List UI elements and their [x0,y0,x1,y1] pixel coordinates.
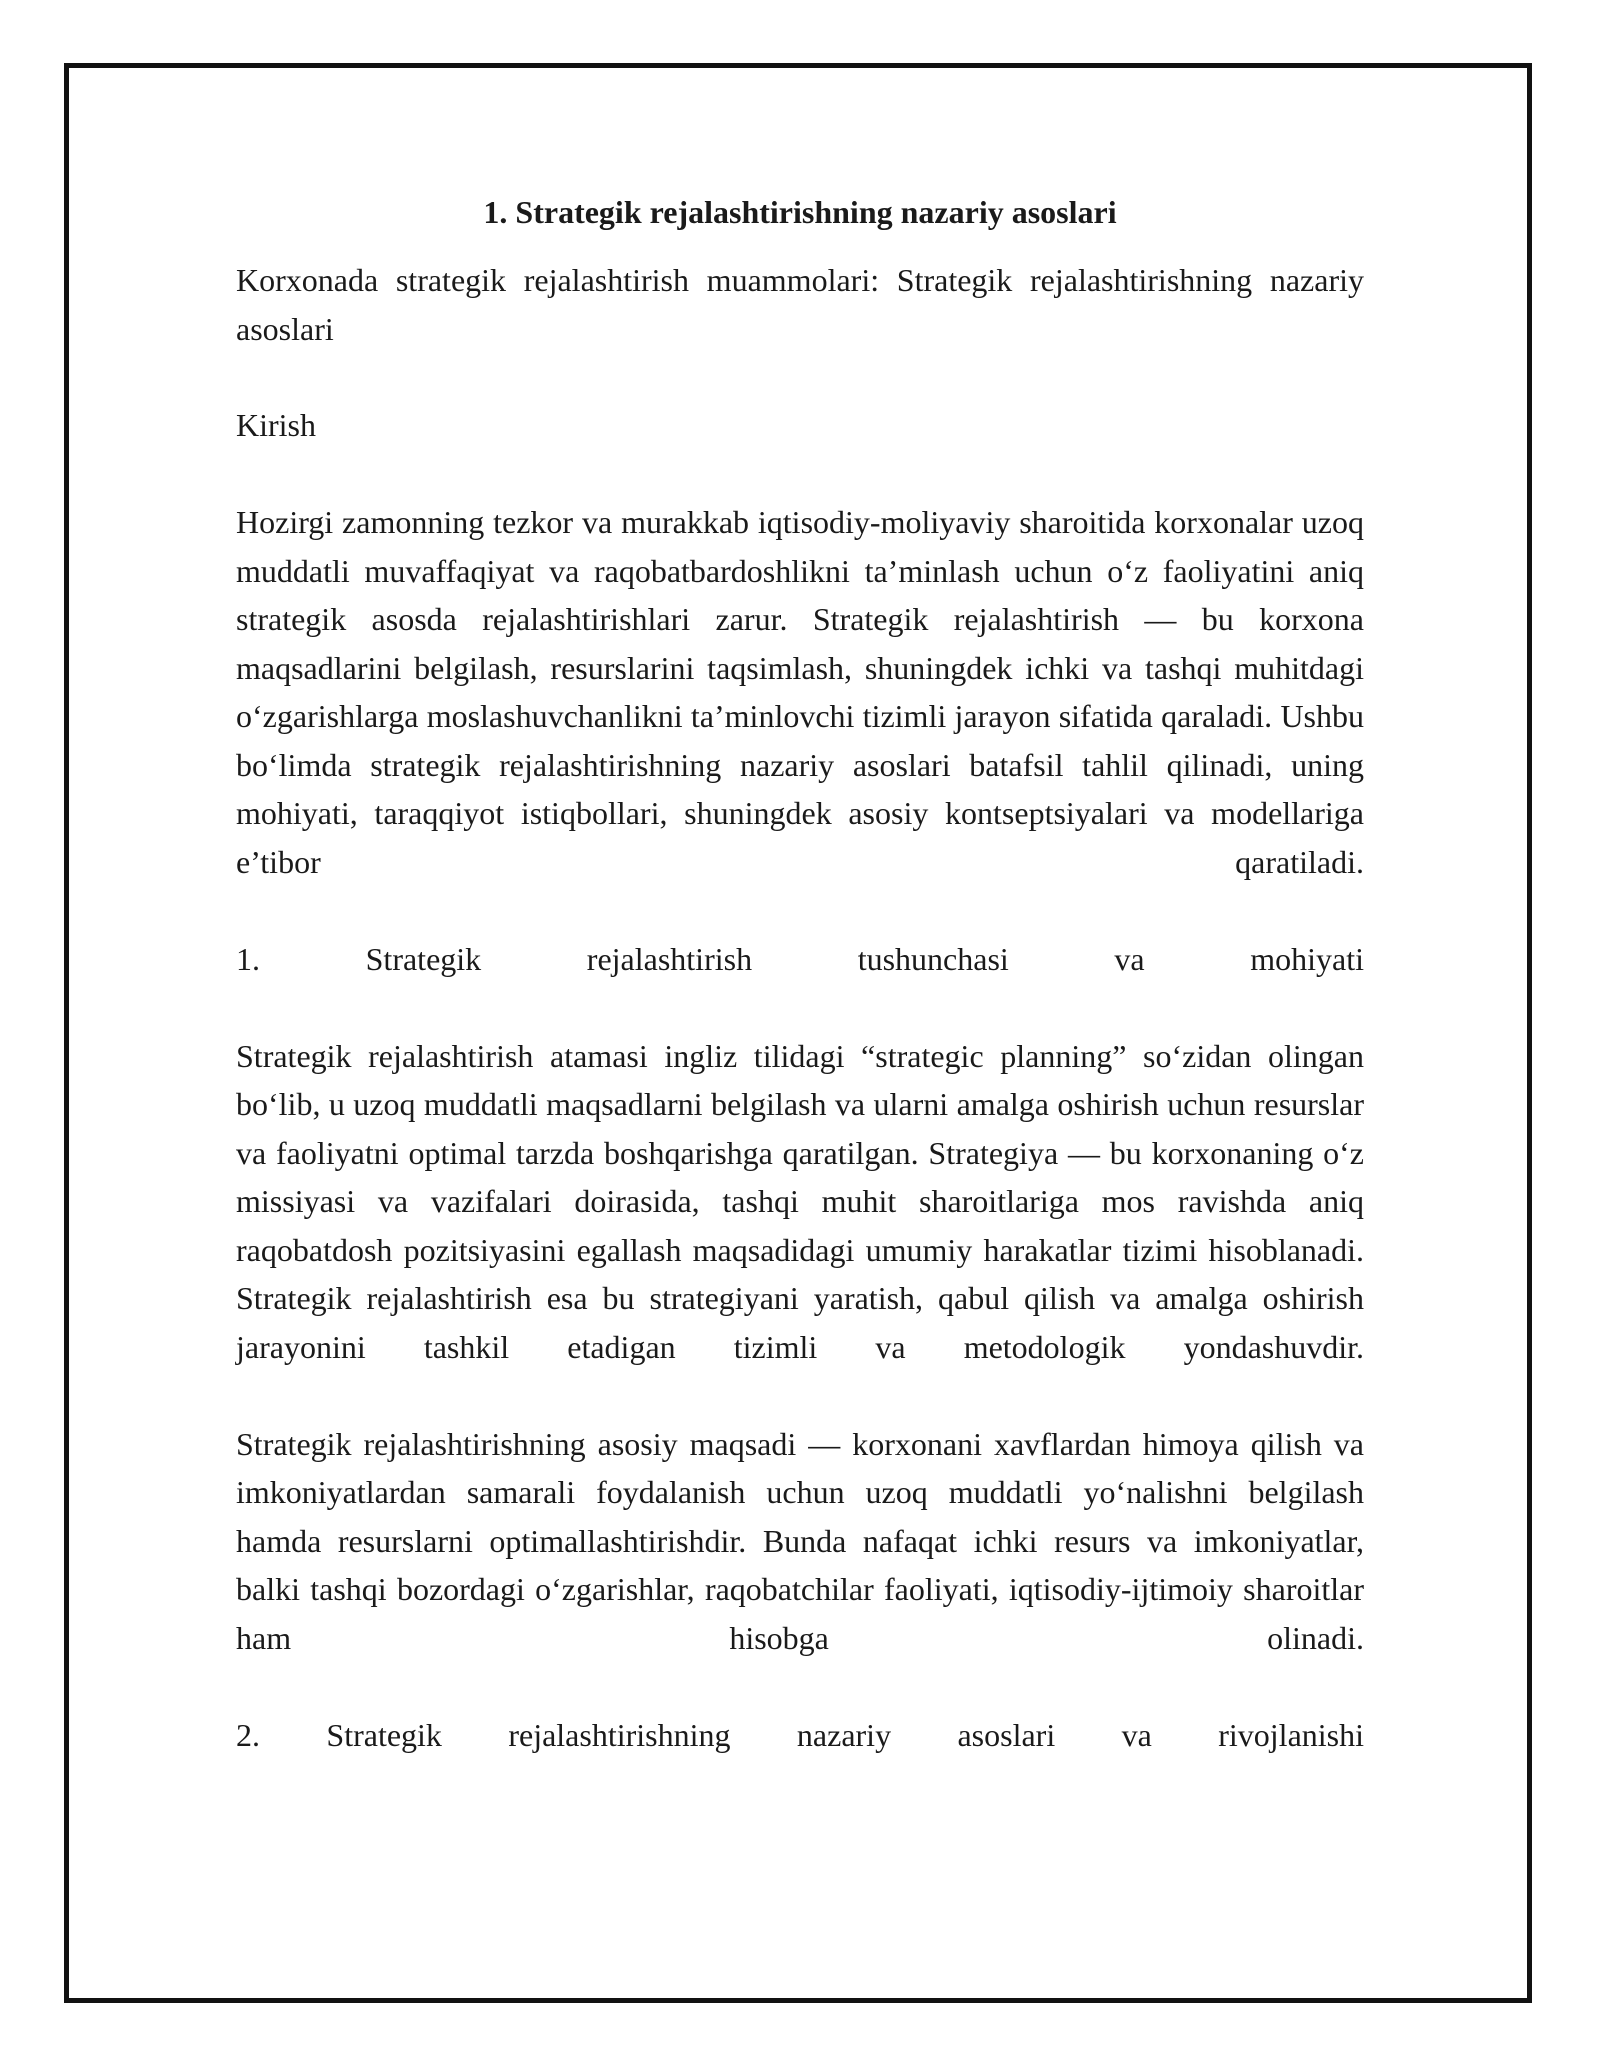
intro-subtitle-paragraph: Korxonada strategik rejalashtirish muammolari: Strategik rejalashtirishning nazariy asoslari [236,262,1364,347]
document-body [236,188,1364,1808]
document-title: 1. Strategik rejalashtirishning nazariy asoslari [483,194,1117,230]
body-paragraph-main-goal: Strategik rejalashtirishning asosiy maqsadi — korxonani xavflardan himoya qilish va imkoniyatlardan samarali foydalanish uchun uzoq muddatli yo‘nalishni belgilash hamda resurslarni optimallashtirishdir. Bunda nafaqat ichki resurs va imkoniyatlar, balki tashqi bozordagi o‘zgarishlar, raqobatchilar faoliyati, iqtisodiy-ijtimoiy sharoitlar ham hisobga olinadi. [236,1425,1364,1656]
body-paragraph-introduction: Hozirgi zamonning tezkor va murakkab iqtisodiy-moliyaviy sharoitida korxonalar uzoq muddatli muvaffaqiyat va raqobatbardoshlikni ta’minlash uchun o‘z faoliyatini aniq strategik asosda rejalashtirishlari zarur. Strategik rejalashtirish — bu korxona maqsadlarini belgilash, resurslarini taqsimlash, shuningdek ichki va tashqi muhitdagi o‘zgarishlarga moslashuvchanlikni ta’minlovchi tizimli jarayon sifatida qaraladi. Ushbu bo‘limda strategik rejalashtirishning nazariy asoslari batafsil tahlil qilinadi, uning mohiyati, taraqqiyot istiqbollari, shuningdek asosiy kontseptsiyalari va modellariga e’tibor qaratiladi. [236,504,1364,880]
body-paragraph-concept: Strategik rejalashtirish atamasi ingliz tilidagi “strategic planning” so‘zidan olingan bo‘lib, u uzoq muddatli maqsadlarni belgilash va ularni amalga oshirish uchun resurslar va faoliyatni optimal tarzda boshqarishga qaratilgan. Strategiya — bu korxonaning o‘z missiyasi va vazifalari doirasida, tashqi muhit sharoitlariga mos ravishda aniq raqobatdosh pozitsiyasini egallash maqsadidagi umumiy harakatlar tizimi hisoblanadi. Strategik rejalashtirish esa bu strategiyani yaratish, qabul qilish va amalga oshirish jarayonini tashkil etadigan tizimli va metodologik yondashuvdir. [236,1037,1364,1365]
section-heading-kirish: Kirish [236,407,316,443]
section-heading-2: 2. Strategik rejalashtirishning nazariy asoslari va rivojlanishi [236,1716,1364,1753]
section-heading-1: 1. Strategik rejalashtirish tushunchasi va mohiyati [236,940,1364,977]
